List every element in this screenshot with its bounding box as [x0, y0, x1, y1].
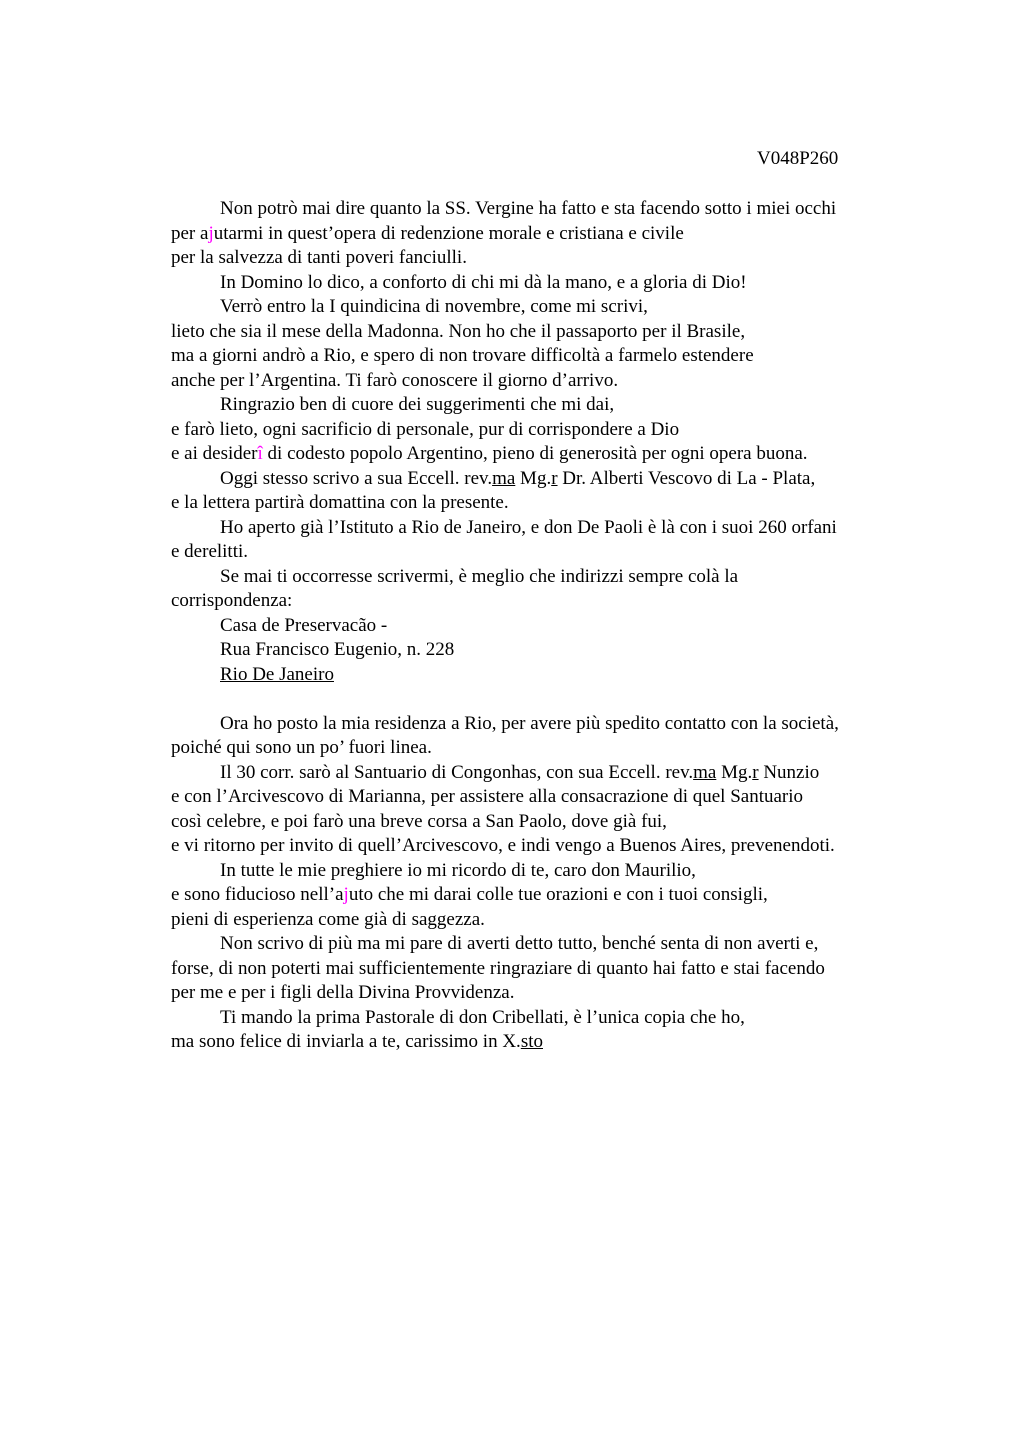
text-span: utarmi in quest’opera di redenzione morale e cristiana e civile [213, 222, 684, 244]
address-city [171, 663, 911, 688]
text-line [171, 467, 911, 492]
text-line [171, 883, 911, 908]
text-line: così celebre, e poi farò una breve corsa a San Paolo, dove già fui, [171, 810, 667, 832]
underlined-abbreviation: r [551, 467, 558, 489]
text-line: e vi ritorno per invito di quell’Arcivescovo, e indi vengo a Buenos Aires, prevenendoti. [171, 835, 835, 856]
text-line [171, 1030, 911, 1055]
text-line: Non scrivo di più ma mi pare di averti detto tutto, benché senta di non averti e, [220, 933, 819, 954]
address-line: Casa de Preservacão - [220, 614, 388, 636]
text-line: Ringrazio ben di cuore dei suggerimenti che mi dai, [220, 394, 615, 415]
text-span: per a [171, 222, 209, 244]
blank-line [171, 687, 911, 712]
text-line: In Domino lo dico, a conforto di chi mi dà la mano, e a gloria di Dio! [220, 271, 747, 293]
text-span: di codesto popolo Argentino, pieno di generosità per ogni opera buona. [262, 443, 808, 464]
text-span: ma sono felice di inviarla a te, carissimo in X. [171, 1031, 521, 1052]
text-line: e la lettera partirà domattina con la presente. [171, 492, 509, 513]
address-line: Rua Francisco Eugenio, n. 228 [220, 639, 455, 660]
text-line: poiché qui sono un po’ fuori linea. [171, 737, 432, 758]
underlined-abbreviation: r [752, 761, 759, 783]
text-line [171, 442, 911, 467]
text-line: Ora ho posto la mia residenza a Rio, per avere più spedito contatto con la società, [220, 712, 839, 734]
text-line [171, 761, 911, 786]
text-line: forse, di non poterti mai sufficientemente ringraziare di quanto hai fatto e stai facendo [171, 957, 825, 979]
text-line: e derelitti. [171, 541, 249, 562]
highlighted-letter: j [208, 222, 214, 244]
text-line: Non potrò mai dire quanto la SS. Vergine ha fatto e sta facendo sotto i miei occhi [220, 198, 837, 219]
text-span: Il 30 corr. sarò al Santuario di Congonhas, con sua Eccell. rev. [220, 761, 694, 783]
underlined-abbreviation: ma [492, 467, 516, 489]
page-identifier: V048P260 [757, 148, 839, 169]
text-span: e sono fiducioso nell’a [171, 884, 344, 905]
text-line: In tutte le mie preghiere io mi ricordo di te, caro don Maurilio, [220, 859, 696, 881]
highlighted-letter: î [257, 443, 263, 464]
text-span: e ai desider [171, 443, 258, 464]
text-span: Mg. [515, 467, 552, 489]
text-span: uto che mi darai colle tue orazioni e con i tuoi consigli, [348, 884, 768, 905]
address-city-text: Rio De Janeiro [220, 663, 334, 685]
text-span: Oggi stesso scrivo a sua Eccell. rev. [220, 467, 493, 489]
text-line: Se mai ti occorresse scrivermi, è meglio che indirizzi sempre colà la [220, 565, 739, 587]
text-line: e farò lieto, ogni sacrificio di personale, pur di corrispondere a Dio [171, 418, 680, 440]
text-line: ma a giorni andrò a Rio, e spero di non trovare difficoltà a farmelo estendere [171, 345, 754, 366]
text-line [171, 222, 911, 247]
text-span: Mg. [716, 761, 753, 783]
text-line: Verrò entro la I quindicina di novembre, come mi scrivi, [220, 296, 648, 317]
underlined-abbreviation: sto [520, 1031, 543, 1052]
text-span: Nunzio [758, 761, 820, 783]
text-line: corrispondenza: [171, 590, 293, 611]
text-line: e con l’Arcivescovo di Marianna, per assistere alla consacrazione di quel Santuario [171, 786, 804, 807]
underlined-abbreviation: ma [693, 761, 717, 783]
text-line: Ti mando la prima Pastorale di don Cribellati, è l’unica copia che ho, [220, 1006, 745, 1028]
text-line: per me e per i figli della Divina Provvidenza. [171, 982, 515, 1003]
text-line: anche per l’Argentina. Ti farò conoscere il giorno d’arrivo. [171, 369, 619, 391]
highlighted-letter: j [343, 884, 349, 905]
text-line: Ho aperto già l’Istituto a Rio de Janeiro, e don De Paoli è là con i suoi 260 orfani [220, 516, 837, 538]
text-line: per la salvezza di tanti poveri fanciulli. [171, 247, 467, 268]
text-line: pieni di esperienza come già di saggezza. [171, 908, 485, 930]
text-line: lieto che sia il mese della Madonna. Non ho che il passaporto per il Brasile, [171, 320, 746, 342]
text-span: Dr. Alberti Vescovo di La - Plata, [557, 467, 816, 489]
letter-body [171, 197, 911, 1055]
